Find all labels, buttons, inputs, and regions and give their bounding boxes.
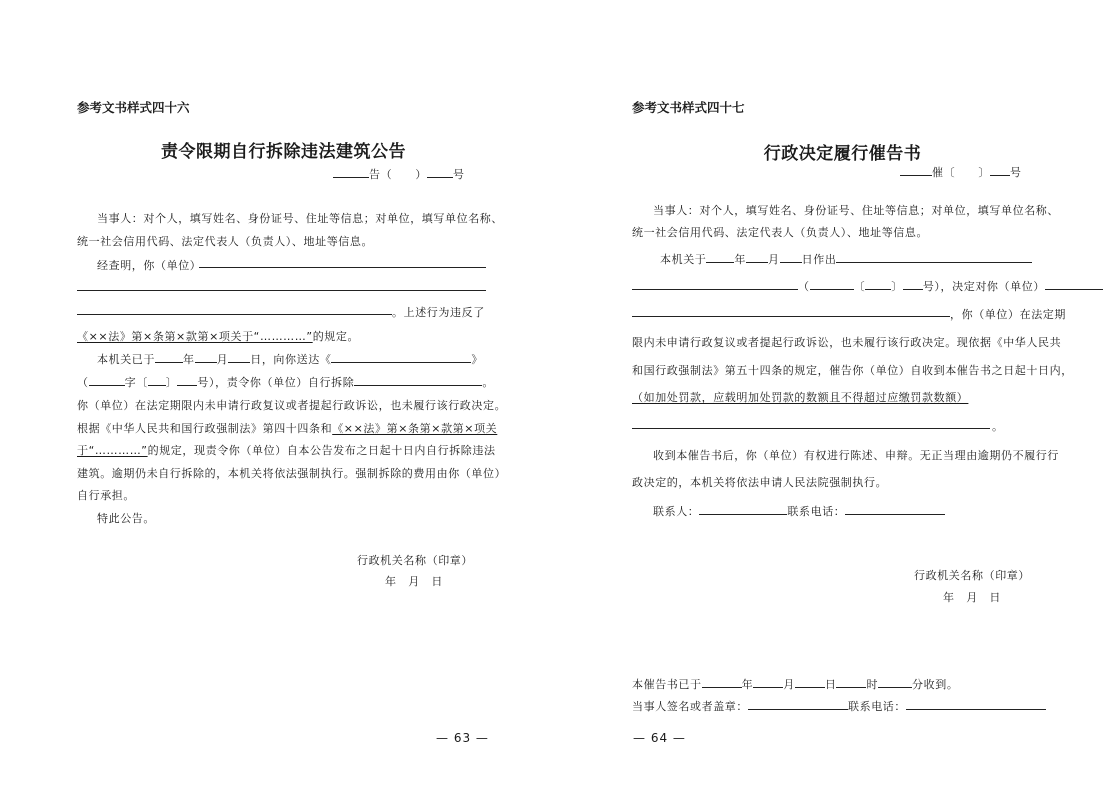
right-header: 参考文书样式四十七 bbox=[632, 100, 745, 115]
right-page bbox=[558, 0, 1115, 786]
right-p10: 政决定的，本机关将依法申请人民法院强制执行。 bbox=[632, 476, 888, 489]
right-p5: 限内未申请行政复议或者提起行政诉讼，也未履行该行政决定。现依据《中华人民共 bbox=[632, 336, 1062, 349]
left-fill-line bbox=[77, 290, 486, 291]
right-party-line2: 统一社会信用代码、法定代表人（负责人）、地址等信息。 bbox=[632, 226, 929, 239]
left-title: 责令限期自行拆除违法建筑公告 bbox=[161, 142, 406, 162]
right-sign-org: 行政机关名称（印章） bbox=[914, 569, 1030, 582]
left-party-line1: 当事人：对个人，填写姓名、身份证号、住址等信息；对单位，填写单位名称、 bbox=[97, 212, 503, 225]
left-order-line: （ 字〔 〕 号），责令你（单位）自行拆除 。 bbox=[77, 376, 494, 389]
left-sign-org: 行政机关名称（印章） bbox=[357, 554, 473, 567]
right-p4-tail: ，你（单位）在法定期 bbox=[950, 308, 1066, 321]
right-decision-line: 本机关于 年 月 日作出 bbox=[660, 251, 1032, 267]
right-decision-no-line: （ 〔 〕 号），决定对你（单位） bbox=[632, 278, 1103, 294]
left-p6: 你（单位）在法定期限内未申请行政复议或者提起行政诉讼，也未履行该行政决定。 bbox=[77, 399, 507, 412]
left-p8: 于“…………”的规定，现责令你（单位）自本公告发布之日起十日内自行拆除违法 bbox=[77, 444, 496, 457]
right-p8-end: 。 bbox=[992, 420, 1004, 433]
right-party-line1: 当事人：对个人，填写姓名、身份证号、住址等信息；对单位，填写单位名称、 bbox=[653, 204, 1059, 217]
left-served-line: 本机关已于 年 月 日，向你送达《 》 bbox=[97, 353, 484, 366]
right-p9: 收到本催告书后，你（单位）有权进行陈述、申辩。无正当理由逾期仍不履行行 bbox=[653, 449, 1059, 462]
left-page bbox=[0, 0, 557, 786]
left-closing: 特此公告。 bbox=[97, 512, 155, 525]
left-violation-tail: 。上述行为违反了 bbox=[392, 306, 485, 319]
right-receipt-line: 本催告书已于 年 月 日 时 分收到。 bbox=[632, 678, 959, 691]
right-fill-line bbox=[632, 316, 950, 317]
left-sign-date: 年 月 日 bbox=[385, 575, 443, 588]
left-p10: 自行承担。 bbox=[77, 489, 135, 502]
right-title: 行政决定履行催告书 bbox=[763, 144, 922, 164]
left-law-ref: 《××法》第×条第×款第×项关于“…………”的规定。 bbox=[77, 330, 360, 343]
right-fill-line bbox=[632, 428, 990, 429]
left-party-line2: 统一社会信用代码、法定代表人（负责人）、地址等信息。 bbox=[77, 235, 374, 248]
right-page-number: — 64 — bbox=[633, 731, 686, 745]
right-doc-number: 催〔 〕 号 bbox=[900, 164, 1022, 180]
left-found-lead: 经查明，你（单位） bbox=[97, 259, 202, 272]
left-fill-line bbox=[199, 267, 486, 268]
left-p9: 建筑。逾期仍未自行拆除的，本机关将依法强制执行。强制拆除的费用由你（单位） bbox=[77, 467, 507, 480]
left-header: 参考文书样式四十六 bbox=[77, 100, 190, 115]
left-page-number: — 63 — bbox=[436, 731, 489, 745]
right-contact-line: 联系人： 联系电话： bbox=[653, 503, 945, 519]
right-p6: 和国行政强制法》第五十四条的规定，催告你（单位）自收到本催告书之日起十日内， bbox=[632, 364, 1073, 377]
left-fill-line bbox=[77, 314, 392, 315]
right-p7: （如加处罚款，应载明加处罚款的数额且不得超过应缴罚款数额） bbox=[632, 391, 969, 404]
left-doc-number: 告（ ） 号 bbox=[333, 166, 465, 182]
right-signature-line: 当事人签名或者盖章： 联系电话： bbox=[632, 698, 1046, 714]
left-p7: 根据《中华人民共和国行政强制法》第四十四条和《××法》第×条第×款第×项关 bbox=[77, 422, 498, 435]
right-sign-date: 年 月 日 bbox=[943, 591, 1001, 604]
